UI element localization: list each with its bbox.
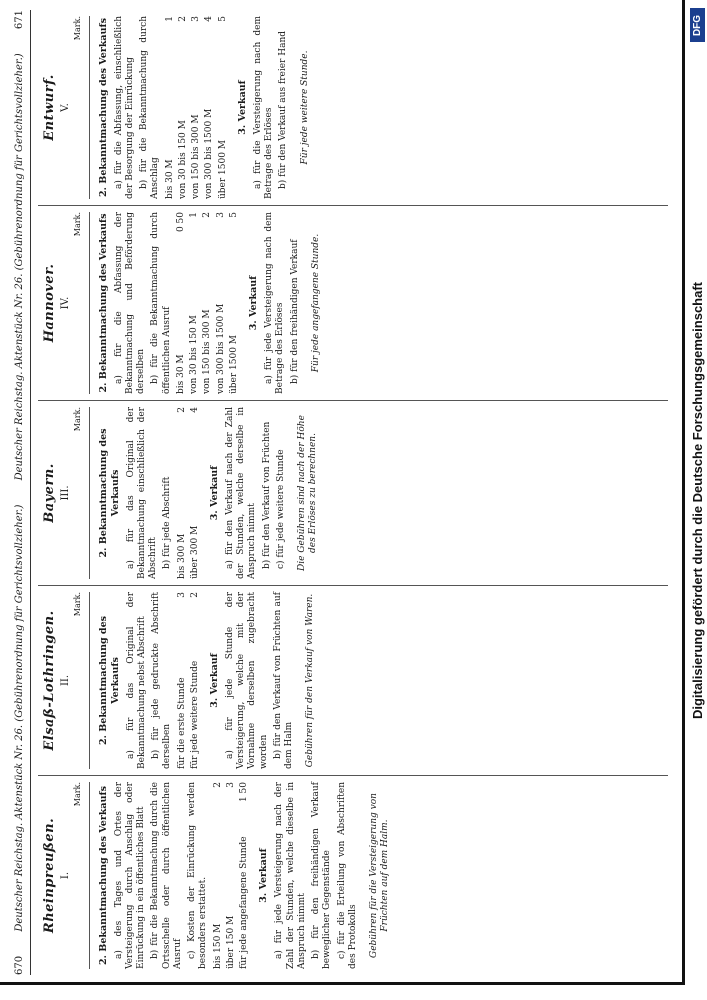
fee-label: von 30 bis 150 M bbox=[177, 120, 188, 199]
comparison-columns bbox=[38, 10, 668, 975]
fee-value: 4 bbox=[204, 16, 215, 22]
fee-row bbox=[190, 407, 201, 579]
paragraph: c) für jede weitere Stunde bbox=[275, 449, 286, 569]
column-footnote: Für jede angefangene Stunde. bbox=[310, 233, 321, 373]
fee-value: 5 bbox=[217, 16, 228, 22]
column-footnote: Gebühren für die Versteigerung von Früchten auf dem Halm. bbox=[369, 793, 391, 958]
fee-value: 2 bbox=[189, 592, 200, 598]
fee-row bbox=[177, 407, 188, 579]
fee-row bbox=[190, 592, 201, 769]
paragraph: a) für jede Versteigerung nach dem Betrage des Erlöses bbox=[264, 212, 286, 394]
fee-row bbox=[226, 782, 237, 969]
paragraph: a) für das Original der Bekanntmachung nebst Abschrift bbox=[125, 592, 147, 769]
fee-label: über 1500 M bbox=[217, 139, 228, 199]
fee-label: für jede weitere Stunde bbox=[189, 660, 200, 769]
paragraph: c) Kosten der Einrückung werden besonders erstattet. bbox=[187, 782, 209, 969]
paragraph: b) für die Bekanntmachung durch Anschlag bbox=[139, 16, 161, 199]
column-heading bbox=[38, 592, 90, 769]
right-page-number: 671 bbox=[13, 10, 25, 30]
fee-row bbox=[176, 212, 187, 394]
section-title: 3. Verkauf bbox=[236, 80, 248, 135]
page-header bbox=[10, 10, 31, 975]
column-number: II. bbox=[60, 674, 72, 687]
column-unit: Mark. bbox=[72, 407, 82, 432]
section-title: 2. Bekanntmachung des Verkaufs bbox=[97, 616, 121, 745]
rotated-page bbox=[10, 0, 675, 985]
fee-label: von 150 bis 300 M bbox=[191, 114, 202, 199]
dfg-logo-icon: DFG bbox=[690, 8, 705, 42]
column-unit: Mark. bbox=[72, 782, 82, 807]
left-running-title: Deutscher Reichstag. Aktenstück Nr. 26. (Gebührenordnung für Gerichtsvollzieher.) bbox=[13, 504, 25, 932]
fee-label: über 1500 M bbox=[228, 334, 239, 394]
fee-value: 0 50 bbox=[175, 212, 186, 233]
paragraph: b) für die Bekanntmachung durch die Ortsschelle oder durch öffentlichen Ausruf bbox=[150, 782, 183, 969]
right-running-title: Deutscher Reichstag. Aktenstück Nr. 26. (Gebührenordnung für Gerichtsvollzieher.) bbox=[13, 53, 25, 481]
fee-label: für die erste Stunde bbox=[176, 677, 187, 769]
fee-label: für jede angefangene Stunde bbox=[239, 836, 250, 969]
paragraph: b) für jede gedruckte Abschrift derselben bbox=[151, 592, 173, 769]
column-number: III. bbox=[60, 485, 72, 501]
fee-row bbox=[191, 16, 202, 199]
section-title: 2. Bekanntmachung des Verkaufs bbox=[97, 428, 121, 558]
section-title: 3. Verkauf bbox=[248, 275, 260, 331]
column-name: Hannover. bbox=[42, 263, 57, 343]
column-number: IV. bbox=[60, 296, 72, 310]
column-name: Bayern. bbox=[42, 463, 57, 523]
fee-row bbox=[213, 782, 224, 969]
fee-label: von 300 bis 1500 M bbox=[204, 108, 215, 199]
paragraph: b) für den Verkauf aus freier Hand bbox=[278, 30, 289, 189]
watermark bbox=[688, 0, 707, 1000]
fee-row bbox=[229, 212, 240, 394]
fee-row bbox=[239, 782, 250, 969]
column-unit: Mark. bbox=[72, 16, 82, 41]
column-1 bbox=[38, 775, 668, 975]
watermark-text: Digitalisierung gefördert durch die Deutsche Forschungsgemeinschaft bbox=[690, 281, 705, 719]
column-heading bbox=[38, 407, 90, 579]
column-4 bbox=[38, 205, 668, 400]
paragraph: a) für jede Versteigerung nach der Zahl der Stunden, welche dieselbe in Anspruch nimmt bbox=[274, 782, 307, 969]
section-title: 2. Bekanntmachung des Verkaufs bbox=[97, 18, 109, 197]
fee-row bbox=[204, 16, 215, 199]
column-5 bbox=[38, 10, 668, 205]
section-title: 3. Verkauf bbox=[209, 653, 220, 708]
fee-value: 1 50 bbox=[239, 782, 250, 803]
fee-row bbox=[178, 16, 189, 199]
fee-label: von 150 bis 300 M bbox=[202, 309, 213, 394]
paragraph: b) für den Verkauf von Früchten auf dem Halm bbox=[272, 592, 295, 769]
column-3 bbox=[38, 400, 668, 585]
column-name: Entwurf. bbox=[42, 74, 57, 141]
fee-label: bis 30 M bbox=[164, 159, 175, 199]
paragraph: b) für den freihändigen Verkauf beweglicher Gegenstände bbox=[311, 782, 333, 969]
fee-value: 2 bbox=[212, 782, 223, 788]
column-heading bbox=[38, 782, 90, 969]
column-unit: Mark. bbox=[72, 212, 82, 237]
paragraph: a) des Tages und Ortes der Versteigerung durch Anschlag oder Einrückung in ein öffentliches Blatt bbox=[113, 782, 147, 969]
fee-value: 5 bbox=[228, 212, 239, 218]
fee-label: über 300 M bbox=[189, 525, 200, 579]
fee-label: bis 30 M bbox=[175, 354, 186, 394]
column-number: I. bbox=[60, 871, 72, 880]
fee-row bbox=[218, 16, 229, 199]
section-title: 3. Verkauf bbox=[258, 848, 270, 903]
column-footnote: Gebühren für den Verkauf von Waren. bbox=[305, 593, 316, 768]
fee-row bbox=[216, 212, 227, 394]
paragraph: a) für den Verkauf nach der Zahl der Stunden, welche derselbe in Anspruch nimmt bbox=[224, 407, 258, 579]
paragraph: a) für das Original der Bekanntmachung einschließlich der Abschrift bbox=[125, 407, 158, 579]
column-footnote: Für jede weitere Stunde. bbox=[299, 50, 310, 165]
column-unit: Mark. bbox=[72, 592, 82, 617]
fee-value: 1 bbox=[189, 212, 200, 218]
column-heading bbox=[38, 212, 90, 394]
column-name: Elsaß-Lothringen. bbox=[42, 610, 57, 751]
column-number: V. bbox=[60, 103, 72, 112]
fee-row bbox=[165, 16, 176, 199]
column-heading bbox=[38, 16, 90, 199]
paragraph: b) für die Bekanntmachung durch öffentlichen Ausruf bbox=[150, 212, 172, 394]
fee-value: 3 bbox=[215, 212, 226, 218]
column-footnote: Die Gebühren sind nach der Höhe des Erlöses zu berechnen. bbox=[297, 415, 319, 571]
fee-value: 3 bbox=[191, 16, 202, 22]
column-2 bbox=[38, 585, 668, 775]
fee-value: 3 bbox=[176, 592, 187, 598]
fee-value: 2 bbox=[177, 16, 188, 22]
paragraph: a) für die Versteigerung nach dem Betrage des Erlöses bbox=[252, 16, 274, 199]
left-page-number: 670 bbox=[13, 955, 25, 975]
fee-value: 2 bbox=[202, 212, 213, 218]
paragraph: a) für jede Stunde der Versteigerung, welche mit der Vornahme derselben zugebracht worden bbox=[224, 592, 269, 769]
paragraph: b) für den Verkauf von Früchten bbox=[261, 421, 272, 569]
fee-value: 3 bbox=[225, 782, 236, 788]
paragraph: b) für den freihändigen Verkauf bbox=[289, 239, 300, 384]
fee-label: bis 300 M bbox=[176, 533, 187, 579]
fee-value: 1 bbox=[164, 16, 175, 22]
paragraph: b) für jede Abschrift bbox=[162, 476, 173, 569]
column-name: Rheinpreußen. bbox=[42, 817, 57, 934]
fee-label: von 30 bis 150 M bbox=[189, 315, 200, 394]
fee-row bbox=[202, 212, 213, 394]
section-title: 2. Bekanntmachung des Verkaufs bbox=[97, 213, 109, 393]
paragraph: a) für die Abfassung der Bekanntmachung und Beförderung derselben bbox=[113, 212, 147, 394]
fee-value: 4 bbox=[189, 407, 200, 413]
fee-label: von 300 bis 1500 M bbox=[215, 303, 226, 394]
section-title: 2. Bekanntmachung des Verkaufs bbox=[97, 786, 109, 965]
paragraph: a) für die Abfassung, einschließlich der Besorgung der Einrückung bbox=[113, 16, 135, 199]
fee-label: über 150 M bbox=[225, 915, 236, 969]
fee-label: bis 150 M bbox=[212, 923, 223, 969]
paragraph: c) für die Erteilung von Abschriften des Protokolls bbox=[336, 782, 358, 969]
fee-value: 2 bbox=[176, 407, 187, 413]
fee-row bbox=[177, 592, 188, 769]
section-title: 3. Verkauf bbox=[209, 465, 220, 521]
fee-row bbox=[189, 212, 200, 394]
